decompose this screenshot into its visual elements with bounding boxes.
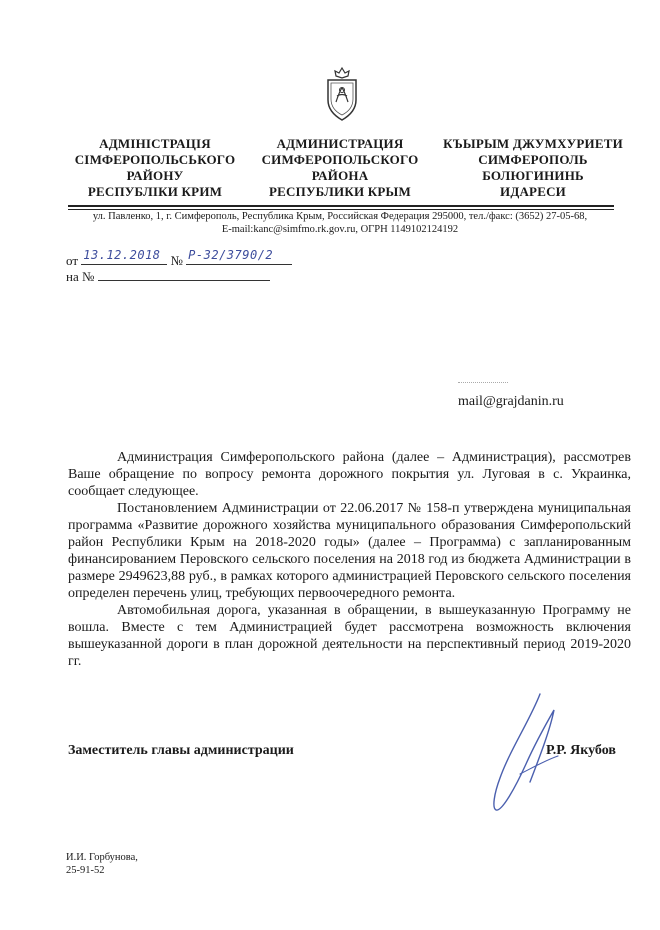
address-block (60, 210, 620, 236)
header-crimean-tatar (436, 136, 630, 200)
header-line: РАЙОНУ (126, 168, 184, 183)
header-line: ИДАРЕСИ (500, 184, 566, 199)
header-line: СИМФЕРОПОЛЬ (478, 152, 588, 167)
body-paragraph: Администрация Симферопольского района (далее – Администрация), рассмотрев Ваше обращение по вопросу ремонта дорожного покрытия ул. Луговая в с. Украинка, сообщает следующее. (68, 450, 631, 499)
header-line: АДМІНІСТРАЦІЯ (99, 136, 211, 151)
header-line: КЪЫРЫМ ДЖУМХУРИЕТИ (443, 136, 623, 151)
executor-block (66, 851, 138, 877)
header-divider-thick (68, 205, 614, 207)
from-label: от (66, 253, 79, 268)
recipient-email: mail@grajdanin.ru (458, 394, 564, 409)
header-line: БОЛЮГИНИНЬ (482, 168, 584, 183)
header-line: РАЙОНА (311, 168, 369, 183)
address-line: E-mail:kanc@simfmo.rk.gov.ru, ОГРН 1149102124192 (221, 224, 459, 235)
header-line: АДМИНИСТРАЦИЯ (276, 136, 404, 151)
header-line: РЕСПУБЛИКИ КРЫМ (269, 184, 411, 199)
address-line: ул. Павленко, 1, г. Симферополь, Республика Крым, Российская Федерация 295000, тел./факс: (3652) 27-05-68, (92, 211, 588, 222)
executor-phone: 25-91-52 (66, 865, 105, 876)
number-field (186, 250, 292, 265)
signatory-title: Заместитель главы администрации (68, 743, 294, 758)
header-line: СИМФЕРОПОЛЬСКОГО (261, 152, 419, 167)
date-field (81, 250, 167, 265)
number-label: № (170, 253, 183, 268)
reply-number-field (98, 266, 270, 281)
handwritten-number: Р-32/3790/2 (188, 248, 274, 262)
body-paragraph: Постановлением Администрации от 22.06.2017 № 158-п утверждена муниципальная программа «Развитие дорожного хозяйства муниципального образования Симферопольский район Республики Крым на 2018-2020 годы» (далее – Программа) с запланированным финансированием Перовского сельского поселения на 2018 год из бюджета Администрации в размере 2949623,88 руб., в рамках которого администрацией Перовского сельского поселения определен перечень улиц, требующих первоочередного ремонта. (68, 501, 631, 601)
executor-name: И.И. Горбунова, (66, 852, 138, 863)
signatory-name: Р.Р. Якубов (546, 743, 616, 758)
reply-number-line (66, 266, 270, 286)
header-russian (250, 136, 430, 200)
handwritten-date: 13.12.2018 (83, 248, 161, 262)
header-ukrainian (62, 136, 248, 200)
letter-body (68, 449, 631, 670)
header-line: СІМФЕРОПОЛЬСЬКОГО (74, 152, 236, 167)
faded-recipient-line (458, 382, 508, 387)
body-paragraph: Автомобильная дорога, указанная в обращении, в вышеуказанную Программу не вошла. Вместе с тем Администрацией будет рассмотрена возможность включения вышеуказанной дороги в план дорожной деятельности на перспективный период 2019-2020 гг. (68, 603, 631, 669)
reply-label: на № (66, 269, 95, 284)
header-line: РЕСПУБЛІКИ КРИМ (87, 184, 223, 199)
coat-of-arms-icon (322, 66, 362, 122)
